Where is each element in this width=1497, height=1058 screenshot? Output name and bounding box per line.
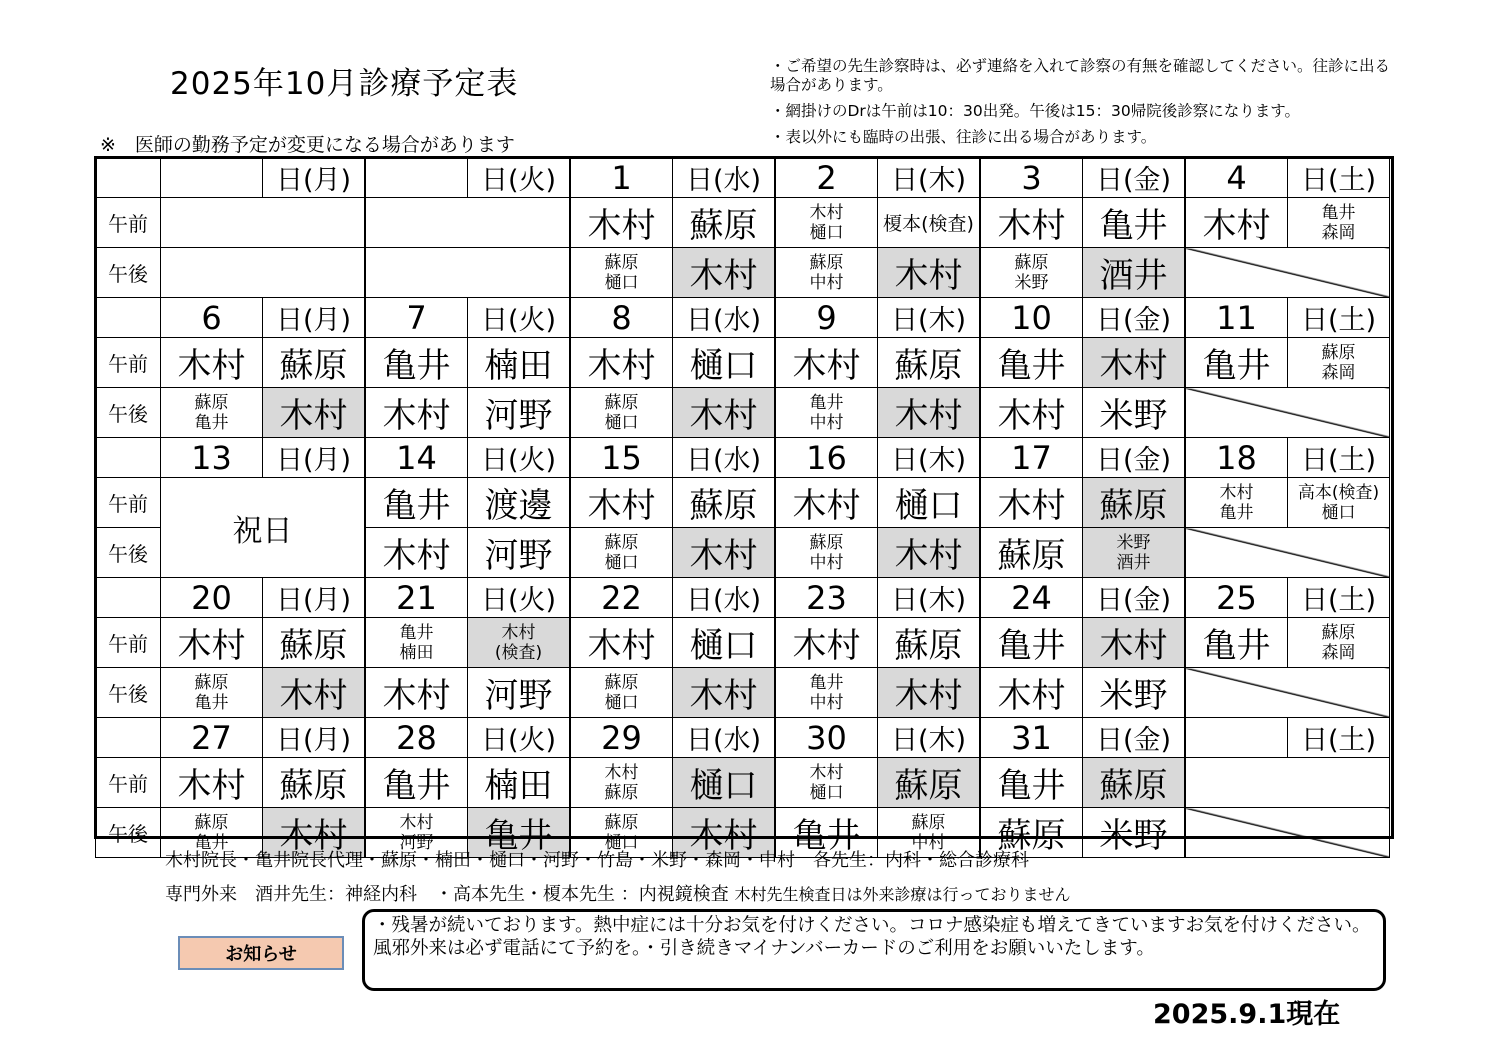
closed-cell (1185, 388, 1390, 438)
day-number: 14 (365, 438, 468, 478)
day-number: 9 (775, 298, 878, 338)
doctor-name: 蘇原 樋口 (604, 252, 639, 293)
day-number: 3 (980, 158, 1083, 198)
doctor-name: 亀井 (382, 766, 451, 806)
weekday-label: 日(月) (263, 438, 366, 478)
week-1-date-row (96, 158, 1390, 198)
day-number: 17 (980, 438, 1083, 478)
doctor-name: 亀井 森岡 (1321, 202, 1356, 243)
doctor-cell (673, 338, 776, 388)
empty-cell (365, 198, 570, 248)
doctor-name: 高本(検査) 樋口 (1297, 482, 1380, 523)
doctor-name: 木村 (997, 676, 1066, 716)
day-number (365, 158, 468, 198)
doctor-cell (161, 338, 263, 388)
day-number (161, 158, 263, 198)
weekday-label: 日(月) (263, 578, 366, 618)
schedule-warning: ※ 医師の勤務予定が変更になる場合があります (100, 134, 515, 156)
week-5-date-row (96, 718, 1390, 758)
doctor-name: 木村 (894, 256, 963, 296)
weekday-label: 日(水) (673, 578, 776, 618)
doctor-cell (1185, 618, 1288, 668)
closed-cell (1185, 528, 1390, 578)
doctor-name: 木村 (792, 346, 861, 386)
doctor-cell (1288, 478, 1390, 528)
weekday-label: 日(月) (263, 298, 366, 338)
doctor-cell (980, 668, 1083, 718)
doctor-cell (673, 618, 776, 668)
doctor-name: 亀井 中村 (809, 672, 844, 713)
day-number: 27 (161, 718, 263, 758)
day-number: 16 (775, 438, 878, 478)
doctor-cell (570, 758, 673, 808)
holiday-cell: 祝日 (161, 478, 366, 578)
day-number: 31 (980, 718, 1083, 758)
doctor-name: 木村 亀井 (1219, 482, 1254, 523)
doctor-name: 木村 (587, 206, 656, 246)
doctor-cell (365, 528, 468, 578)
doctor-name: 木村 樋口 (809, 202, 844, 243)
doctor-name: 河野 (484, 536, 553, 576)
doctor-name: 酒井 (1099, 256, 1168, 296)
doctor-name: 亀井 (1099, 206, 1168, 246)
doctor-cell (263, 668, 366, 718)
doctor-name: 木村 (587, 346, 656, 386)
doctor-name: 木村 (177, 766, 246, 806)
doctor-name: 木村 (689, 256, 758, 296)
doctor-cell (570, 618, 673, 668)
page-title: 2025年10月診療予定表 (170, 66, 519, 102)
doctor-name: 楠田 (484, 766, 553, 806)
doctor-name: 亀井 (1202, 346, 1271, 386)
weekday-label: 日(火) (468, 718, 571, 758)
doctor-name: 蘇原 樋口 (604, 812, 639, 853)
doctor-name: 米野 (1099, 396, 1168, 436)
doctor-cell (570, 248, 673, 298)
week-4-date-row (96, 578, 1390, 618)
doctor-cell (570, 668, 673, 718)
weekday-label: 日(金) (1083, 578, 1186, 618)
doctor-cell (673, 758, 776, 808)
doctor-cell (980, 248, 1083, 298)
doctor-name: 蘇原 (689, 486, 758, 526)
doctor-cell (878, 248, 981, 298)
doctor-name: 蘇原 (894, 346, 963, 386)
week-1-am-row (96, 198, 1390, 248)
doctor-name: 木村 (792, 486, 861, 526)
note-1: ・ご希望の先生診察時は、必ず連絡を入れて診察の有無を確認してください。往診に出る場合があります。 (770, 57, 1391, 94)
doctor-name: 米野 (1099, 676, 1168, 716)
doctor-name: 木村 (検査) (494, 622, 543, 663)
weekday-label: 日(木) (878, 438, 981, 478)
doctor-name: 蘇原 樋口 (604, 532, 639, 573)
doctor-name: 木村 (894, 676, 963, 716)
doctor-cell (775, 248, 878, 298)
weekday-label: 日(木) (878, 158, 981, 198)
exam-day-note: 木村先生検査日は外来診療は行っておりません (734, 885, 1071, 904)
date-row-label (96, 578, 161, 618)
doctor-name: 蘇原 森岡 (1321, 342, 1356, 383)
week-2-am-row (96, 338, 1390, 388)
doctor-cell (161, 618, 263, 668)
doctor-cell (775, 668, 878, 718)
closed-cell (1185, 668, 1390, 718)
doctor-cell (980, 758, 1083, 808)
empty-cell (161, 198, 366, 248)
weekday-label: 日(金) (1083, 158, 1186, 198)
specialist-text: 専門外来 酒井先生：神経内科 ・高本先生・榎本先生 ：内視鏡検査 (165, 884, 729, 905)
doctor-name: 蘇原 (279, 766, 348, 806)
doctor-name: 木村 (382, 676, 451, 716)
doctor-cell (1083, 198, 1186, 248)
doctor-cell (878, 618, 981, 668)
am-label: 午前 (96, 478, 161, 528)
doctor-name: 木村 (1099, 626, 1168, 666)
doctor-cell (161, 668, 263, 718)
doctor-name: 蘇原 (894, 766, 963, 806)
day-number: 25 (1185, 578, 1288, 618)
doctor-name: 木村 (997, 206, 1066, 246)
doctor-name: 木村 (177, 626, 246, 666)
day-number: 10 (980, 298, 1083, 338)
day-number: 15 (570, 438, 673, 478)
doctor-name: 蘇原 (997, 816, 1066, 856)
doctor-cell (980, 478, 1083, 528)
doctor-cell (673, 478, 776, 528)
doctor-cell (775, 758, 878, 808)
doctor-cell (365, 758, 468, 808)
date-row-label (96, 718, 161, 758)
doctor-cell (878, 388, 981, 438)
week-4-pm-row (96, 668, 1390, 718)
doctor-name: 樋口 (689, 346, 758, 386)
weekday-label: 日(土) (1288, 438, 1390, 478)
doctor-cell (468, 758, 571, 808)
doctor-name: 蘇原 亀井 (194, 392, 229, 433)
date-row-label (96, 158, 161, 198)
doctor-name: 木村 (792, 626, 861, 666)
am-label: 午前 (96, 338, 161, 388)
week-2-date-row (96, 298, 1390, 338)
doctor-cell (365, 338, 468, 388)
doctor-cell (1083, 618, 1186, 668)
day-number: 28 (365, 718, 468, 758)
doctor-cell (673, 248, 776, 298)
weekday-label: 日(水) (673, 158, 776, 198)
doctor-name: 蘇原 中村 (911, 812, 946, 853)
doctor-cell (980, 388, 1083, 438)
doctor-cell (365, 388, 468, 438)
day-number: 4 (1185, 158, 1288, 198)
day-number: 20 (161, 578, 263, 618)
doctor-name: 木村 (279, 396, 348, 436)
week-4-am-row (96, 618, 1390, 668)
doctor-name: 木村 (689, 536, 758, 576)
doctor-name: 蘇原 (1099, 766, 1168, 806)
doctor-name: 河野 (484, 676, 553, 716)
doctor-name: 木村 (587, 626, 656, 666)
doctor-cell (570, 198, 673, 248)
day-number: 6 (161, 298, 263, 338)
doctor-cell (1083, 248, 1186, 298)
day-number: 18 (1185, 438, 1288, 478)
doctor-cell (1288, 618, 1390, 668)
doctor-name: 亀井 (997, 766, 1066, 806)
doctor-name: 蘇原 樋口 (604, 392, 639, 433)
weekday-label: 日(金) (1083, 438, 1186, 478)
doctor-name: 亀井 (382, 346, 451, 386)
doctor-cell (1288, 198, 1390, 248)
doctor-cell (1083, 388, 1186, 438)
doctor-cell (570, 478, 673, 528)
doctor-cell (775, 618, 878, 668)
doctor-name: 亀井 (792, 816, 861, 856)
day-number (1185, 718, 1288, 758)
weekday-label: 日(月) (263, 158, 366, 198)
date-row-label (96, 298, 161, 338)
day-number: 8 (570, 298, 673, 338)
doctor-name: 樋口 (689, 766, 758, 806)
day-number: 22 (570, 578, 673, 618)
doctor-name: 蘇原 (279, 346, 348, 386)
weekday-label: 日(金) (1083, 298, 1186, 338)
doctor-name: 木村 (587, 486, 656, 526)
doctor-cell (1083, 338, 1186, 388)
doctor-name: 木村 (689, 676, 758, 716)
doctor-cell (775, 478, 878, 528)
doctor-cell (980, 198, 1083, 248)
pm-label: 午後 (96, 248, 161, 298)
weekday-label: 日(木) (878, 718, 981, 758)
weekday-label: 日(月) (263, 718, 366, 758)
empty-cell (1185, 758, 1390, 808)
notes (770, 57, 1390, 154)
doctor-name: 亀井 (997, 626, 1066, 666)
doctor-cell (468, 388, 571, 438)
doctor-cell (263, 338, 366, 388)
day-number: 30 (775, 718, 878, 758)
notice-box: ・残暑が続いております。熱中症には十分お気を付けください。コロナ感染症も増えてきていますお気を付けください。風邪外来は必ず電話にて予約を。・引き続きマイナンバーカードのご利用をお願いいたします。 (362, 909, 1386, 991)
doctor-cell (468, 668, 571, 718)
doctor-name: 樋口 (894, 486, 963, 526)
pm-label: 午後 (96, 388, 161, 438)
weekday-label: 日(金) (1083, 718, 1186, 758)
doctor-name: 蘇原 中村 (809, 252, 844, 293)
doctor-cell (1288, 338, 1390, 388)
doctor-name: 木村 (1202, 206, 1271, 246)
notice-label-button: お知らせ (178, 936, 344, 970)
doctor-name: 木村 (997, 396, 1066, 436)
doctor-cell (980, 338, 1083, 388)
pm-label: 午後 (96, 808, 161, 858)
note-3: ・表以外にも臨時の出張、往診に出る場合があります。 (770, 128, 1157, 146)
doctor-name: 蘇原 亀井 (194, 812, 229, 853)
doctor-name: 亀井 (484, 816, 553, 856)
doctor-name: 亀井 (1202, 626, 1271, 666)
doctor-name: 河野 (484, 396, 553, 436)
weekday-label: 日(水) (673, 438, 776, 478)
doctor-name: 木村 河野 (399, 812, 434, 853)
week-5-am-row (96, 758, 1390, 808)
pm-label: 午後 (96, 668, 161, 718)
day-number: 1 (570, 158, 673, 198)
doctor-cell (1083, 758, 1186, 808)
doctor-name: 米野 (1099, 816, 1168, 856)
doctor-name: 蘇原 (997, 536, 1066, 576)
week-1-pm-row (96, 248, 1390, 298)
empty-cell (365, 248, 570, 298)
day-number: 21 (365, 578, 468, 618)
doctor-cell (1083, 528, 1186, 578)
day-number: 23 (775, 578, 878, 618)
doctor-name: 蘇原 (689, 206, 758, 246)
weekday-label: 日(木) (878, 578, 981, 618)
schedule-table (95, 157, 1390, 858)
doctor-name: 亀井 (997, 346, 1066, 386)
week-2-pm-row (96, 388, 1390, 438)
doctor-cell (775, 388, 878, 438)
doctor-cell (673, 668, 776, 718)
doctor-cell (878, 198, 981, 248)
doctor-cell (980, 618, 1083, 668)
as-of-date: 2025.9.1現在 (1153, 999, 1341, 1030)
doctor-name: 木村 (894, 396, 963, 436)
day-number: 11 (1185, 298, 1288, 338)
doctor-name: 木村 蘇原 (604, 762, 639, 803)
doctor-name: 樋口 (689, 626, 758, 666)
day-number: 2 (775, 158, 878, 198)
note-2: ・網掛けのDrは午前は10：30出発。午後は15：30帰院後診察になります。 (770, 102, 1300, 120)
doctor-name: 木村 (279, 676, 348, 716)
doctor-name: 蘇原 森岡 (1321, 622, 1356, 663)
day-number: 13 (161, 438, 263, 478)
day-number: 7 (365, 298, 468, 338)
doctor-name: 米野 酒井 (1116, 532, 1151, 573)
doctor-cell (878, 478, 981, 528)
doctor-cell (263, 388, 366, 438)
doctor-cell (673, 528, 776, 578)
doctor-name: 木村 (689, 816, 758, 856)
doctor-cell (775, 338, 878, 388)
doctor-name: 蘇原 亀井 (194, 672, 229, 713)
doctor-cell (365, 618, 468, 668)
weekday-label: 日(土) (1288, 158, 1390, 198)
day-number: 29 (570, 718, 673, 758)
doctor-name: 蘇原 (279, 626, 348, 666)
doctor-cell (673, 198, 776, 248)
weekday-label: 日(水) (673, 718, 776, 758)
doctor-name: 亀井 中村 (809, 392, 844, 433)
specialist-info (165, 880, 1070, 906)
weekday-label: 日(火) (468, 158, 571, 198)
doctor-name: 亀井 楠田 (399, 622, 434, 663)
weekday-label: 日(水) (673, 298, 776, 338)
empty-cell (161, 248, 366, 298)
doctor-name: 蘇原 米野 (1014, 252, 1049, 293)
doctor-cell (1185, 198, 1288, 248)
doctor-cell (775, 528, 878, 578)
doctor-name: 木村 (177, 346, 246, 386)
doctor-name: 蘇原 (894, 626, 963, 666)
doctor-name: 亀井 (382, 486, 451, 526)
doctor-cell (263, 618, 366, 668)
weekday-label: 日(土) (1288, 578, 1390, 618)
doctors-list: 木村院長・亀井院長代理・蘇原・楠田・樋口・河野・竹島・米野・森岡・中村 各先生：内科・総合診療科 (165, 850, 1029, 871)
doctor-name: 木村 (1099, 346, 1168, 386)
doctor-name: 蘇原 中村 (809, 532, 844, 573)
doctor-name: 木村 (279, 816, 348, 856)
doctor-cell (1083, 668, 1186, 718)
doctor-name: 榎本(検査) (883, 213, 974, 235)
doctor-cell (878, 668, 981, 718)
week-3-date-row (96, 438, 1390, 478)
doctor-cell (468, 478, 571, 528)
weekday-label: 日(火) (468, 438, 571, 478)
doctor-cell (775, 198, 878, 248)
doctor-cell (1083, 808, 1186, 858)
doctor-name: 木村 (997, 486, 1066, 526)
doctor-name: 木村 (382, 396, 451, 436)
doctor-cell (468, 338, 571, 388)
doctor-cell (365, 668, 468, 718)
am-label: 午前 (96, 618, 161, 668)
doctor-cell (878, 528, 981, 578)
doctor-name: 蘇原 (1099, 486, 1168, 526)
weekday-label: 日(火) (468, 298, 571, 338)
date-row-label (96, 438, 161, 478)
doctor-cell (365, 478, 468, 528)
doctor-name: 渡邊 (484, 486, 553, 526)
doctor-name: 木村 (382, 536, 451, 576)
doctor-name: 蘇原 樋口 (604, 672, 639, 713)
doctor-cell (570, 528, 673, 578)
weekday-label: 日(土) (1288, 718, 1390, 758)
weekday-label: 日(木) (878, 298, 981, 338)
doctor-cell (161, 388, 263, 438)
weekday-label: 日(土) (1288, 298, 1390, 338)
closed-cell (1185, 248, 1390, 298)
doctor-cell (878, 758, 981, 808)
closed-cell (1185, 808, 1390, 858)
doctor-cell (878, 338, 981, 388)
doctor-cell (468, 528, 571, 578)
doctor-cell (1185, 338, 1288, 388)
pm-label: 午後 (96, 528, 161, 578)
am-label: 午前 (96, 758, 161, 808)
doctor-cell (1083, 478, 1186, 528)
doctor-cell (570, 388, 673, 438)
doctor-cell (980, 528, 1083, 578)
doctor-name: 木村 (689, 396, 758, 436)
doctor-name: 楠田 (484, 346, 553, 386)
doctor-cell (570, 338, 673, 388)
weekday-label: 日(火) (468, 578, 571, 618)
doctor-cell (468, 618, 571, 668)
week-3-am-row (96, 478, 1390, 528)
doctor-name: 木村 樋口 (809, 762, 844, 803)
doctor-cell (673, 388, 776, 438)
am-label: 午前 (96, 198, 161, 248)
doctor-cell (263, 758, 366, 808)
doctor-name: 木村 (894, 536, 963, 576)
doctor-cell (161, 758, 263, 808)
day-number: 24 (980, 578, 1083, 618)
doctor-cell (1185, 478, 1288, 528)
